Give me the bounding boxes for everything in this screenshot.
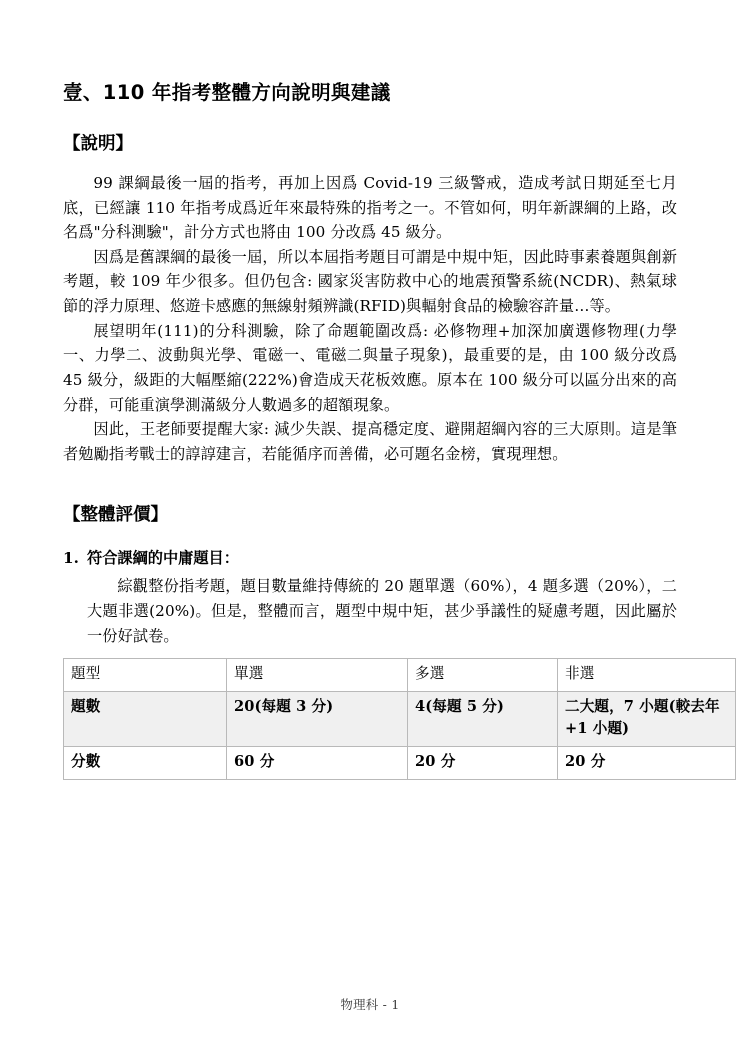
document-content — [63, 80, 720, 780]
section-heading-overall-evaluation: 【整體評價】 — [63, 505, 168, 526]
table-cell-score-multi: 20 分 — [408, 747, 558, 780]
table-header-cell-non-choice: 非選 — [558, 659, 736, 692]
paragraph-explanation-1: 99 課綱最後一屆的指考，再加上因爲 Covid-19 三級警戒，造成考試日期延至七月底，已經讓 110 年指考成爲近年來最特殊的指考之一。不管如何，明年新課綱的上路，改名爲"分科測驗"，計分方式也將由 100 分改爲 45 級分。 — [63, 173, 677, 242]
table-cell-count-non-choice: 二大題，7 小題(較去年+1 小題) — [558, 691, 736, 746]
table-cell-count-single: 20(每題 3 分) — [227, 691, 408, 746]
table-row — [64, 747, 736, 780]
table-row — [64, 691, 736, 746]
paragraph-explanation-4: 因此，王老師要提醒大家: 減少失誤、提高穩定度、避開超綱內容的三大原則。這是筆者勉勵指考戰士的諄諄建言，若能循序而善備，必可題名金榜，實現理想。 — [63, 420, 677, 463]
table-header-cell-single-choice: 單選 — [227, 659, 408, 692]
list-item — [63, 546, 677, 570]
paragraph-explanation-2: 因爲是舊課綱的最後一屆，所以本屆指考題目可謂是中規中矩，因此時事素養題與創新考題，較 109 年少很多。但仍包含: 國家災害防救中心的地震預警系統(NCDR)、熱氣球節的浮力原理、悠遊卡感應的無線射頻辨識(RFID)與輻射食品的檢驗容許量…等。 — [63, 247, 677, 316]
list-item-title: 符合課綱的中庸題目： — [87, 549, 239, 568]
list-item-paragraph: 綜觀整份指考題，題目數量維持傳統的 20 題單選（60%），4 題多選（20%），二大題非選(20%)。但是，整體而言，題型中規中矩，甚少爭議性的疑慮考題，因此屬於一份好試卷。 — [87, 577, 677, 645]
table-cell-score-single: 60 分 — [227, 747, 408, 780]
list-item-marker: 1. — [63, 549, 79, 568]
page-footer: 物理科 - 1 — [340, 997, 400, 1012]
section-heading-explanation: 【說明】 — [63, 134, 133, 155]
table-cell-score-label: 分數 — [64, 747, 227, 780]
table-header-cell-multi-choice: 多選 — [408, 659, 558, 692]
paragraph-explanation-3: 展望明年(111)的分科測驗，除了命題範圍改爲: 必修物理+加深加廣選修物理(力學一、力學二、波動與光學、電磁一、電磁二與量子現象)，最重要的是，由 100 級分改爲 45 級分，級距的大幅壓縮(222%)會造成天花板效應。原本在 100 級分可以區分出來的高分群，可能重演學測滿級分人數過多的超額現象。 — [63, 321, 677, 414]
table-header-cell-question-type: 題型 — [64, 659, 227, 692]
table-cell-score-non-choice: 20 分 — [558, 747, 736, 780]
table-cell-count-label: 題數 — [64, 691, 227, 746]
table-header-row — [64, 659, 736, 692]
page-title: 壹、110 年指考整體方向說明與建議 — [63, 81, 391, 104]
table-cell-count-multi: 4(每題 5 分) — [408, 691, 558, 746]
question-type-table — [63, 658, 736, 779]
